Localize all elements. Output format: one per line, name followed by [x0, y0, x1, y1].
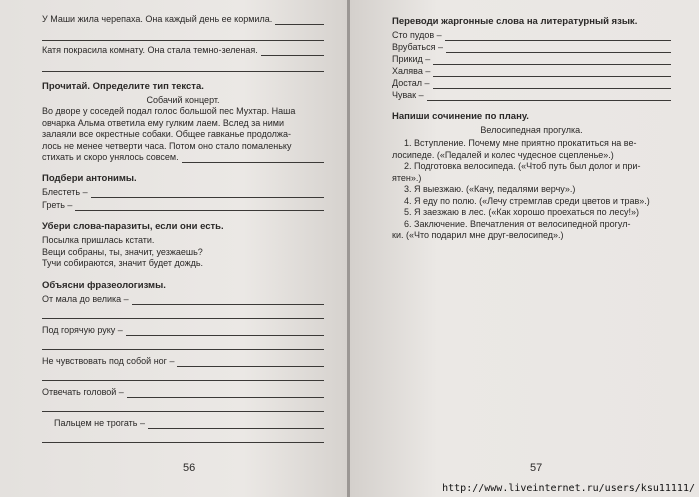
- task-heading: Напиши сочинение по плану.: [392, 111, 529, 122]
- task-heading: Прочитай. Определите тип текста.: [42, 81, 204, 92]
- idiom-text: Не чувствовать под собой ног –: [42, 355, 175, 366]
- plan-line: 6. Заключение. Впечатления от велосипедной прогул-: [404, 218, 631, 229]
- slang-word: Халява –: [392, 66, 431, 76]
- antonym-word: Греть –: [42, 200, 73, 210]
- answer-line: [433, 80, 672, 89]
- answer-line: [132, 296, 324, 305]
- sentence-text: У Маши жила черепаха. Она каждый день ее кормила.: [42, 14, 273, 24]
- antonym-word: Блестеть –: [42, 187, 88, 197]
- answer-line: [42, 27, 324, 41]
- plan-line: 3. Я выезжаю. («Качу, педалями верчу».): [404, 184, 576, 194]
- slang-row: [392, 78, 671, 89]
- answer-line: [42, 367, 324, 381]
- answer-line: [42, 305, 324, 319]
- idiom-row: [42, 294, 324, 305]
- slang-word: Врубаться –: [392, 42, 443, 52]
- text-last-line: [42, 152, 324, 163]
- answer-line: [177, 358, 324, 367]
- slang-row: [392, 42, 671, 53]
- sentence-row: [42, 14, 324, 25]
- left-page: [0, 0, 348, 497]
- text-line: Во дворе у соседей подал голос большой пес Мухтар. Наша: [42, 106, 296, 116]
- answer-line: [182, 154, 324, 163]
- antonym-row: [42, 187, 324, 198]
- answer-line: [427, 92, 671, 101]
- task-heading: Подбери антонимы.: [42, 173, 137, 184]
- sentence-text: Вещи собраны, ты, значит, уезжаешь?: [42, 246, 203, 257]
- watermark-url: http://www.liveinternet.ru/users/ksu11111/: [442, 483, 695, 494]
- antonym-row: [42, 200, 324, 211]
- slang-row: [392, 54, 671, 65]
- idiom-text: От мала до велика –: [42, 293, 129, 304]
- text-title: Собачий концерт.: [146, 95, 220, 105]
- answer-line: [433, 68, 671, 77]
- sentence-text: Тучи собираются, значит будет дождь.: [42, 258, 204, 268]
- answer-line: [433, 56, 671, 65]
- slang-word: Прикид –: [392, 54, 431, 64]
- page-number: 56: [183, 462, 196, 474]
- idiom-row: [42, 387, 324, 398]
- page-number: 57: [530, 462, 543, 474]
- sentence-row: [42, 45, 324, 56]
- answer-line: [75, 202, 324, 211]
- idiom-row: [42, 418, 324, 429]
- slang-word: Достал –: [392, 78, 430, 88]
- sentence-text: Катя покрасила комнату. Она стала темно-зеленая.: [42, 45, 258, 55]
- answer-line: [261, 47, 324, 56]
- idiom-text: Отвечать головой –: [42, 386, 124, 397]
- answer-line: [126, 327, 324, 336]
- answer-line: [446, 44, 671, 53]
- answer-line: [275, 16, 324, 25]
- sentence-text: Посылка пришлась кстати.: [42, 235, 155, 245]
- plan-line: 5. Я заезжаю в лес. («Как хорошо проехаться по лесу!»): [404, 207, 639, 217]
- slang-word: Чувак –: [392, 90, 424, 100]
- task-heading: Объясни фразеологизмы.: [42, 279, 166, 291]
- right-page: [350, 0, 699, 497]
- answer-line: [42, 58, 324, 72]
- answer-line: [148, 420, 324, 429]
- slang-word: Сто пудов –: [392, 30, 442, 40]
- answer-line: [91, 189, 324, 198]
- plan-line: 4. Я еду по полю. («Лечу стремглав среди цветов и трав».): [404, 195, 650, 206]
- plan-line: ки. («Что подарил мне друг-велосипед».): [392, 230, 564, 240]
- answer-line: [42, 429, 324, 443]
- answer-line: [42, 398, 324, 412]
- reading-text: [42, 106, 324, 163]
- text-line: залаяли все окрестные собаки. Общее гавканье продолжа-: [42, 129, 291, 139]
- plan-line: лосипеде. («Педалей и колес чудесное сцепленье».): [392, 149, 614, 160]
- answer-line: [127, 389, 324, 398]
- answer-line: [445, 32, 671, 41]
- slang-row: [392, 30, 671, 41]
- task-heading: Переводи жаргонные слова на литературный язык.: [392, 16, 638, 27]
- idiom-row: [42, 356, 324, 367]
- plan-line: ятен».): [392, 172, 422, 183]
- task-heading: Убери слова-паразиты, если они есть.: [42, 221, 224, 232]
- essay-plan: [392, 138, 671, 242]
- slang-row: [392, 66, 671, 77]
- text-line: стихать и скоро унялось совсем.: [42, 152, 179, 162]
- idiom-row: [42, 325, 324, 336]
- essay-title: Велосипедная прогулка.: [480, 125, 583, 135]
- plan-line: 2. Подготовка велосипеда. («Чтоб путь был долог и при-: [404, 161, 641, 171]
- idiom-text: Под горячую руку –: [42, 324, 123, 335]
- slang-row: [392, 90, 671, 101]
- answer-line: [42, 336, 324, 350]
- text-line: лось не менее четверти часа. Потом оно стало помаленьку: [42, 140, 292, 151]
- idiom-text: Пальцем не трогать –: [54, 417, 145, 428]
- text-line: овчарка Альма ответила ему гулким лаем. Вслед за ними: [42, 117, 284, 128]
- plan-line: 1. Вступление. Почему мне приятно прокатиться на ве-: [404, 138, 637, 148]
